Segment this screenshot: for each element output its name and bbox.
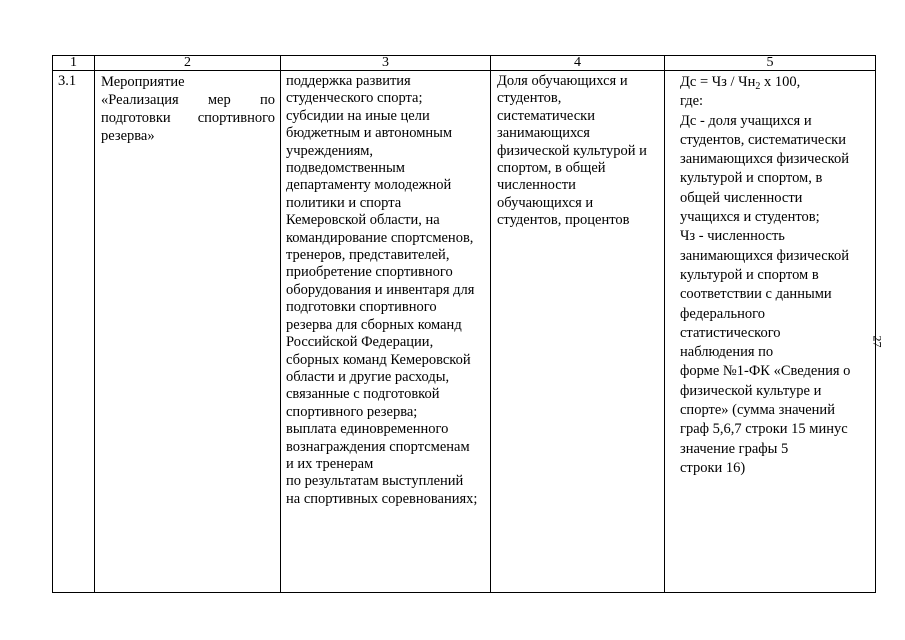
formula-subscript: 2 xyxy=(755,81,761,92)
indicator-name-line: численности xyxy=(497,177,576,194)
indicator-name-line: студентов, процентов xyxy=(497,212,630,229)
event-name-line: «Реализация мер по xyxy=(101,92,275,108)
calculation-explanation-line: форме №1-ФК «Сведения о xyxy=(680,363,851,380)
column-header-2: 2 xyxy=(95,56,281,71)
funding-description-line: приобретение спортивного xyxy=(286,264,453,281)
funding-description-line: учреждениям, xyxy=(286,142,374,159)
calculation-explanation-line: Чз - численность xyxy=(680,228,785,245)
indicator-name-line: обучающихся и xyxy=(497,194,594,211)
funding-description-line: студенческого спорта; xyxy=(286,90,423,107)
indicator-name-line: физической культурой и xyxy=(497,142,647,159)
funding-description-line: сборных команд Кемеровской xyxy=(286,351,471,368)
funding-description-line: по результатам выступлений xyxy=(286,473,464,490)
column-number-row xyxy=(53,56,876,71)
funding-description-line: бюджетным и автономным xyxy=(286,125,453,142)
calculation-formula xyxy=(680,73,872,92)
funding-description-line: Кемеровской области, на xyxy=(286,212,440,229)
calculation-method-cell xyxy=(665,71,876,593)
indicator-name-line: студентов, xyxy=(497,90,562,107)
funding-description-line: субсидии на иные цели xyxy=(286,107,430,124)
calculation-explanation-line: занимающихся физической xyxy=(680,247,850,264)
indicator-name-line: спортом, в общей xyxy=(497,160,606,177)
calculation-explanation xyxy=(680,92,872,478)
event-name-line: резерва» xyxy=(101,128,155,144)
funding-description-line: резерва для сборных команд xyxy=(286,316,462,333)
indicator-name-line: Доля обучающихся и xyxy=(497,73,628,89)
row-number: 3.1 xyxy=(58,73,77,89)
funding-description-line: командирование спортсменов, xyxy=(286,229,474,246)
program-table xyxy=(52,55,876,593)
formula-main: Дс = Чз / Чн xyxy=(680,74,756,90)
calculation-explanation-line: культурой и спортом в xyxy=(680,266,819,283)
funding-description-line: поддержка развития xyxy=(286,73,411,89)
row-number-cell xyxy=(53,71,95,593)
calculation-explanation-line: граф 5,6,7 строки 15 минус xyxy=(680,421,848,438)
calculation-explanation-line: соответствии с данными xyxy=(680,286,832,303)
calculation-explanation-line: строки 16) xyxy=(680,459,746,476)
event-name-line: Мероприятие xyxy=(101,74,185,90)
event-name-line: подготовки спортивного xyxy=(101,110,275,126)
calculation-explanation-line: учащихся и студентов; xyxy=(680,209,820,226)
calculation-explanation-line: Дс - доля учащихся и xyxy=(680,112,812,129)
column-header-5: 5 xyxy=(665,56,876,71)
indicator-name-cell xyxy=(491,71,665,593)
calculation-explanation-line: федерального xyxy=(680,305,765,322)
column-header-3: 3 xyxy=(281,56,491,71)
funding-description-line: спортивного резерва; xyxy=(286,403,418,420)
funding-description-line: связанные с подготовкой xyxy=(286,386,440,403)
funding-description-line: политики и спорта xyxy=(286,194,402,211)
funding-description-cell xyxy=(281,71,491,593)
calculation-explanation-line: спорте» (сумма значений xyxy=(680,402,835,419)
column-header-1: 1 xyxy=(53,56,95,71)
funding-description-line: вознаграждения спортсменам xyxy=(286,438,470,455)
page-number: 27 xyxy=(870,335,885,348)
funding-description-line: департаменту молодежной xyxy=(286,177,452,194)
funding-description-line: подготовки спортивного xyxy=(286,299,437,316)
indicator-name-line: занимающихся xyxy=(497,125,590,142)
funding-description-line: и их тренерам xyxy=(286,455,374,472)
funding-description-line: выплата единовременного xyxy=(286,421,449,438)
calculation-explanation-line: общей численности xyxy=(680,189,803,206)
calculation-explanation-line: наблюдения по xyxy=(680,344,774,361)
formula-tail: х 100, xyxy=(760,74,801,90)
calculation-explanation-line: культурой и спортом, в xyxy=(680,170,823,187)
calculation-explanation-line: занимающихся физической xyxy=(680,151,850,168)
indicator-name-line: систематически xyxy=(497,107,595,124)
column-header-4: 4 xyxy=(491,56,665,71)
funding-description-line: области и другие расходы, xyxy=(286,368,450,385)
funding-description-line: оборудования и инвентаря для xyxy=(286,281,475,298)
funding-description-line: подведомственным xyxy=(286,160,405,177)
funding-description-line: Российской Федерации, xyxy=(286,334,434,351)
table-row xyxy=(53,71,876,593)
calculation-explanation-line: значение графы 5 xyxy=(680,440,789,457)
funding-description-line: на спортивных соревнованиях; xyxy=(286,490,478,507)
calculation-explanation-line: статистического xyxy=(680,324,781,341)
calculation-explanation-line: где: xyxy=(680,93,704,110)
funding-description-line: тренеров, представителей, xyxy=(286,247,450,264)
calculation-explanation-line: студентов, систематически xyxy=(680,131,846,148)
calculation-explanation-line: физической культуре и xyxy=(680,382,822,399)
event-name-cell xyxy=(95,71,281,593)
